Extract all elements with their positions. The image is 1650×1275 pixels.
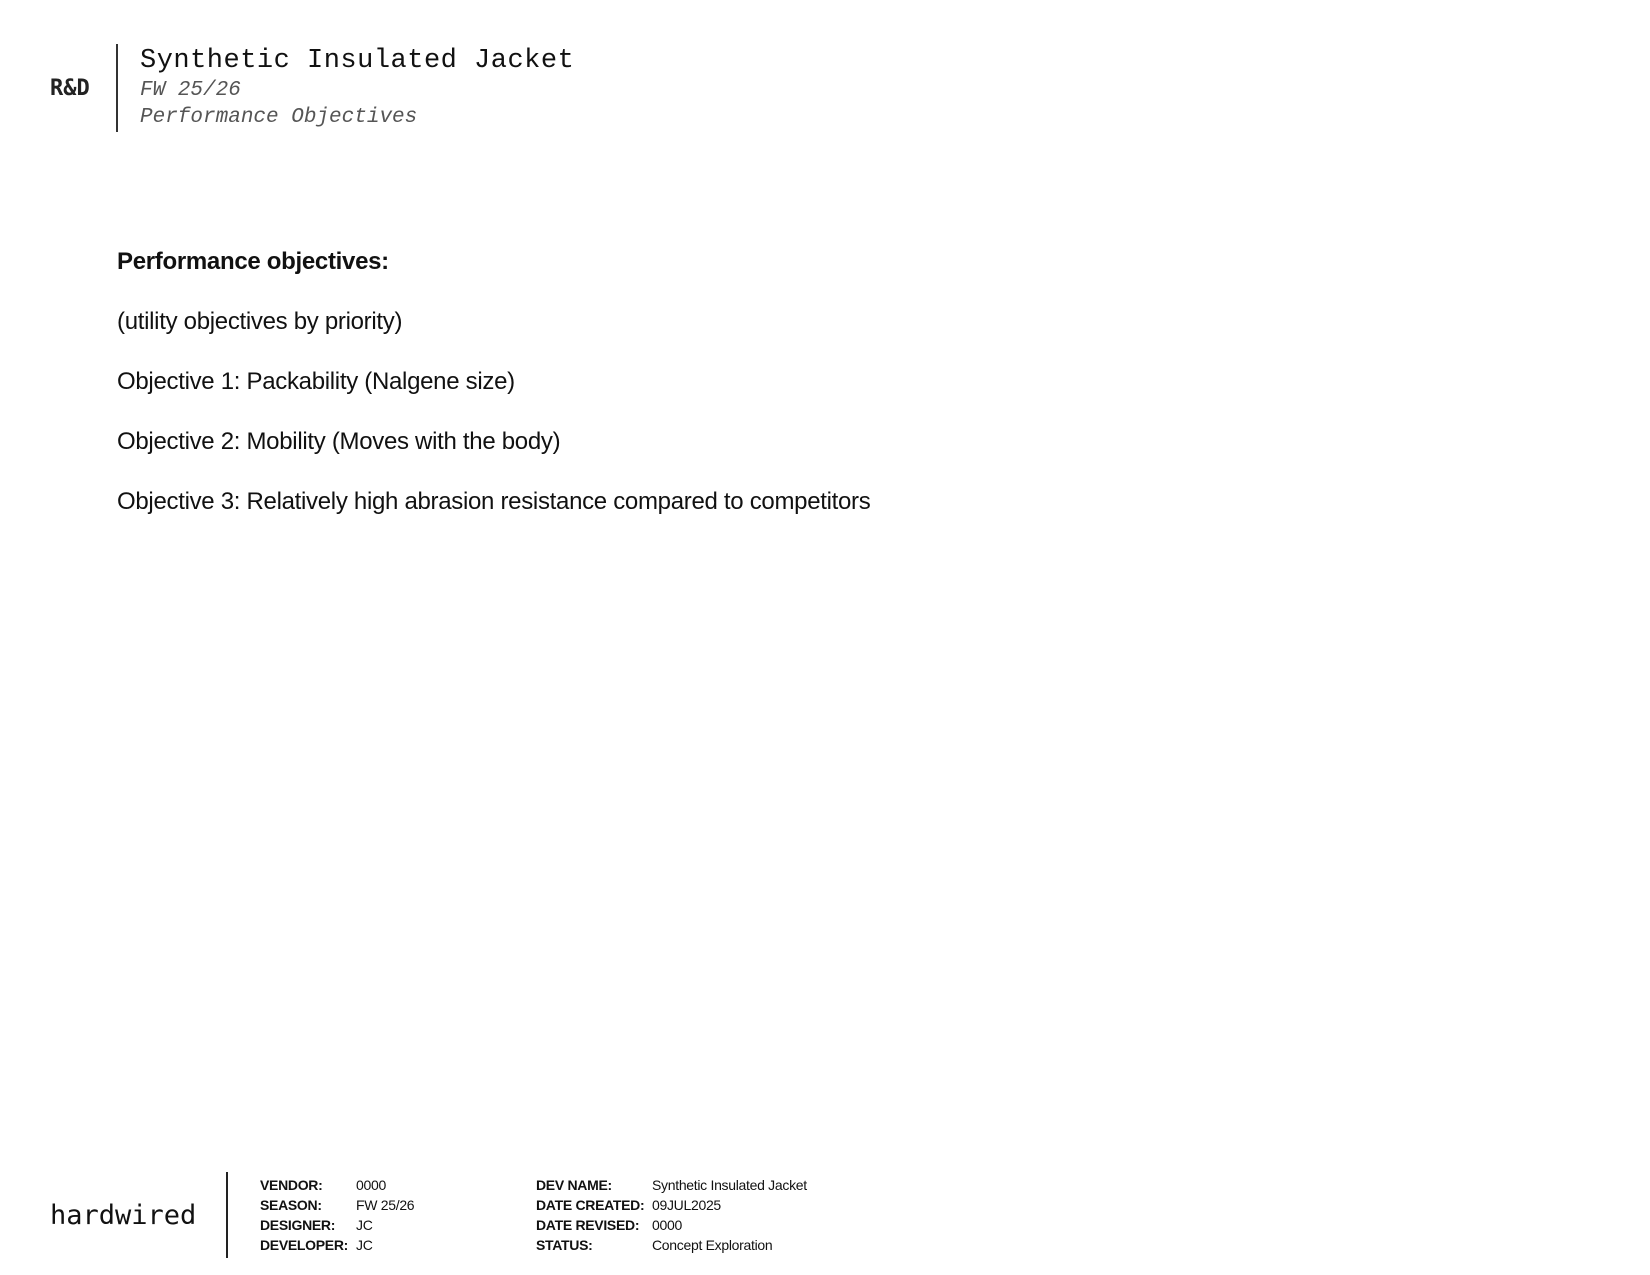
date-created-label: DATE CREATED: xyxy=(536,1197,645,1213)
objective-item: Objective 2: Mobility (Moves with the body) xyxy=(117,428,561,455)
section-subheading: (utility objectives by priority) xyxy=(117,308,403,335)
designer-value: JC xyxy=(356,1217,373,1233)
document-page-name: Performance Objectives xyxy=(140,106,418,129)
metadata-block xyxy=(228,1176,807,1254)
brand-logo: hardwired xyxy=(50,1199,197,1231)
document-season: FW 25/26 xyxy=(140,79,241,102)
designer-label: DESIGNER: xyxy=(260,1217,336,1233)
developer-label: DEVELOPER: xyxy=(260,1237,349,1253)
date-revised-label: DATE REVISED: xyxy=(536,1217,640,1233)
vendor-value: 0000 xyxy=(356,1177,386,1193)
department-label: R&D xyxy=(50,75,90,101)
dev-name-label: DEV NAME: xyxy=(536,1177,612,1193)
vendor-label: VENDOR: xyxy=(260,1177,323,1193)
developer-value: JC xyxy=(356,1237,373,1253)
page-footer xyxy=(50,1172,807,1258)
season-label: SEASON: xyxy=(260,1197,322,1213)
header-text-block xyxy=(118,45,574,131)
document-title: Synthetic Insulated Jacket xyxy=(140,46,575,76)
main-content xyxy=(117,246,870,518)
metadata-right-column xyxy=(536,1176,807,1254)
status-label: STATUS: xyxy=(536,1237,593,1253)
dev-name-value: Synthetic Insulated Jacket xyxy=(652,1177,807,1193)
date-created-value: 09JUL2025 xyxy=(652,1197,721,1213)
page-header xyxy=(50,44,574,132)
objective-item: Objective 3: Relatively high abrasion resistance compared to competitors xyxy=(117,488,871,515)
section-heading: Performance objectives: xyxy=(117,248,389,275)
status-value: Concept Exploration xyxy=(652,1237,773,1253)
objective-item: Objective 1: Packability (Nalgene size) xyxy=(117,368,515,395)
metadata-left-column xyxy=(260,1176,536,1254)
season-value: FW 25/26 xyxy=(356,1197,415,1213)
date-revised-value: 0000 xyxy=(652,1217,682,1233)
